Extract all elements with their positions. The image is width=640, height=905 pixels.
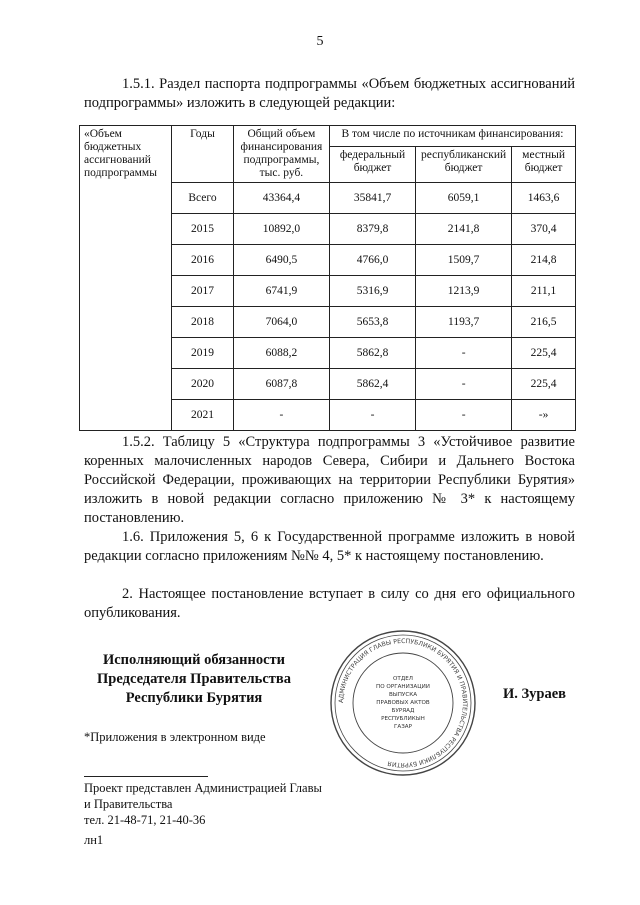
cell-total: 10892,0: [233, 214, 329, 245]
cell-republic: -: [416, 369, 512, 400]
signature-line-3: Республики Бурятия: [125, 690, 263, 706]
header-republic: республиканский бюджет: [416, 146, 512, 182]
signature-line-2: Председателя Правительства: [97, 671, 291, 687]
cell-year: 2021: [172, 400, 234, 431]
seal-line: ПО ОРГАНИЗАЦИИ: [376, 684, 430, 690]
seal-line: ВЫПУСКА: [388, 692, 418, 698]
cell-republic: 2141,8: [416, 214, 512, 245]
cell-year: 2018: [172, 307, 234, 338]
cell-federal: 4766,0: [330, 245, 416, 276]
table-label-cell: «Объем бюджетных ассигнований подпрограммы: [80, 126, 172, 431]
submitter-line-1: Проект представлен Администрацией Главы: [84, 781, 322, 795]
cell-republic: -: [416, 338, 512, 369]
footer-divider: [84, 776, 208, 777]
cell-total: 43364,4: [233, 183, 329, 214]
header-total: Общий объем финансирования подпрограммы, тыс. руб.: [233, 126, 329, 183]
submitter-line-2: и Правительства: [84, 797, 173, 811]
cell-local: 216,5: [512, 307, 576, 338]
cell-federal: 5653,8: [330, 307, 416, 338]
header-sources: В том числе по источникам финансирования:: [330, 126, 576, 147]
cell-republic: 6059,1: [416, 183, 512, 214]
cell-total: 6490,5: [233, 245, 329, 276]
cell-total: 6741,9: [233, 276, 329, 307]
cell-federal: 8379,8: [330, 214, 416, 245]
seal-ring-text: АДМИНИСТРАЦИЯ ГЛАВЫ РЕСПУБЛИКИ БУРЯТИЯ И ПРАВИТЕЛЬСТВА РЕСПУБЛИКИ БУРЯТИЯ: [337, 637, 469, 769]
cell-federal: 5862,8: [330, 338, 416, 369]
header-federal: федеральный бюджет: [330, 146, 416, 182]
cell-local: 225,4: [512, 338, 576, 369]
cell-total: -: [233, 400, 329, 431]
header-years: Годы: [172, 126, 234, 183]
cell-total: 7064,0: [233, 307, 329, 338]
submitter-info: [84, 780, 322, 828]
paragraph-1-5-2: 1.5.2. Таблицу 5 «Структура подпрограммы 3 «Устойчивое развитие коренных малочисленных народов Севера, Сибири и Дальнего Востока Российской Федерации, проживающих на территории Республики Бурятия» изложить в новой редакции согласно приложению № 3* к настоящему постановлению.: [84, 434, 575, 526]
cell-local: 211,1: [512, 276, 576, 307]
cell-republic: 1509,7: [416, 245, 512, 276]
signature-line-1: Исполняющий обязанности: [102, 652, 286, 668]
cell-federal: 5862,4: [330, 369, 416, 400]
cell-republic: -: [416, 400, 512, 431]
cell-year: 2015: [172, 214, 234, 245]
cell-total: 6088,2: [233, 338, 329, 369]
cell-total: 6087,8: [233, 369, 329, 400]
signature-title: [84, 651, 304, 708]
cell-local: 225,4: [512, 369, 576, 400]
cell-year: 2017: [172, 276, 234, 307]
budget-table: [79, 125, 576, 431]
cell-year: Всего: [172, 183, 234, 214]
seal-line: РЕСПУБЛИКЫН: [381, 716, 425, 722]
cell-federal: -: [330, 400, 416, 431]
cell-local: 1463,6: [512, 183, 576, 214]
cell-republic: 1213,9: [416, 276, 512, 307]
seal-line: ГАЗАР: [393, 724, 413, 730]
official-seal-icon: [328, 628, 478, 778]
cell-year: 2020: [172, 369, 234, 400]
paragraph-2: 2. Настоящее постановление вступает в силу со дня его официального опубликования.: [84, 586, 575, 621]
table-header-row: [80, 126, 576, 147]
paragraph-1-5-1: 1.5.1. Раздел паспорта подпрограммы «Объем бюджетных ассигнований подпрограммы» изложить в следующей редакции:: [84, 76, 575, 111]
cell-year: 2019: [172, 338, 234, 369]
cell-federal: 35841,7: [330, 183, 416, 214]
footnote: *Приложения в электронном виде: [84, 730, 266, 744]
seal-line: ПРАВОВЫХ АКТОВ: [376, 700, 430, 706]
cell-local: 214,8: [512, 245, 576, 276]
cell-year: 2016: [172, 245, 234, 276]
header-local: местный бюджет: [512, 146, 576, 182]
submitter-phone: тел. 21-48-71, 21-40-36: [84, 813, 206, 827]
cell-federal: 5316,9: [330, 276, 416, 307]
document-initials: лн1: [84, 833, 104, 847]
cell-local: -»: [512, 400, 576, 431]
seal-line: ОТДЕЛ: [393, 676, 413, 682]
cell-republic: 1193,7: [416, 307, 512, 338]
cell-local: 370,4: [512, 214, 576, 245]
page-number: 5: [316, 34, 324, 49]
seal-line: БУРЯАД: [391, 708, 415, 714]
paragraph-1-6: 1.6. Приложения 5, 6 к Государственной программе изложить в новой редакции согласно приложениям №№ 4, 5* к настоящему постановлению.: [84, 529, 575, 564]
signatory-name: И. Зураев: [503, 686, 567, 702]
